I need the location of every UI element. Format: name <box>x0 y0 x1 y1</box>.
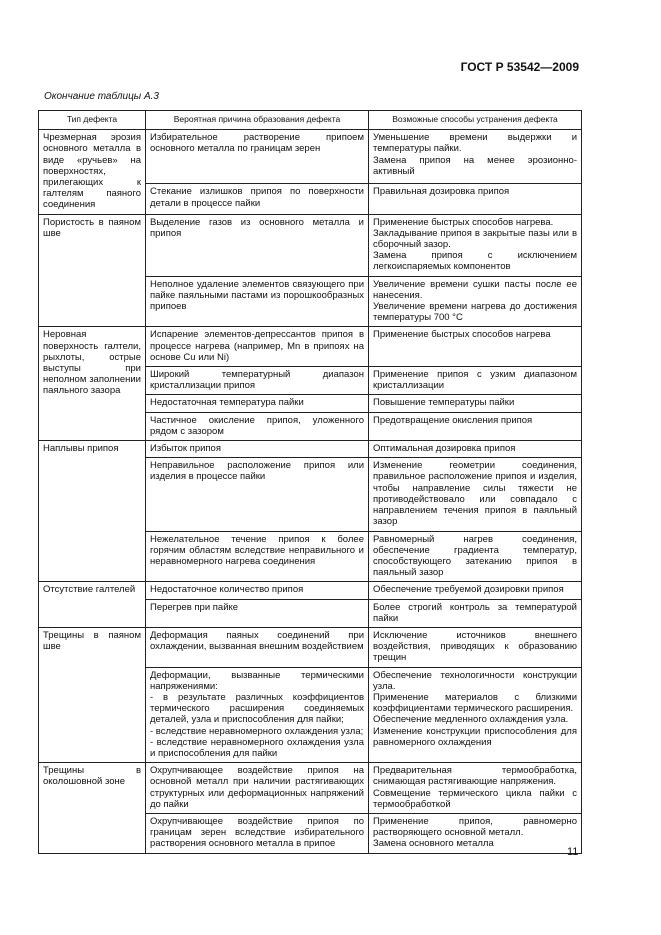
cause-cell <box>146 458 369 531</box>
cause-line: Выделение газов из основного металла и припоя <box>150 216 364 239</box>
remedy-line: Предотвращение окисления припоя <box>373 414 533 426</box>
cause-cell <box>146 214 369 276</box>
cause-line: Широкий температурный диапазон кристаллизации припоя <box>150 369 364 392</box>
cause-line: Нежелательное течение припоя к более горячим областям вследствие неправильного и неравномерного нагрева соединения <box>150 533 364 567</box>
remedy-line: Увеличение времени нагрева до достижения температуры 700 °С <box>373 301 577 324</box>
cause-line: Неполное удаление элементов связующего при пайке паяльными пастами из порошкообразных припоев <box>150 278 364 313</box>
cause-cell <box>146 763 369 814</box>
remedy-line: Исключение источников внешнего воздействия, приводящих к образованию трещин <box>373 629 577 664</box>
table-row <box>39 582 582 599</box>
remedy-cell <box>369 599 582 627</box>
cause-cell <box>146 367 369 395</box>
column-header-defect-type: Тип дефекта <box>39 111 146 130</box>
defect-type-cell: Трещины в околошовной зоне <box>39 763 146 853</box>
cause-cell <box>146 327 369 367</box>
cause-cell <box>146 531 369 582</box>
table-row <box>39 130 582 184</box>
remedy-line: Замена основного металла <box>373 838 494 850</box>
remedy-line: Изменение конструкции приспособления для равномерного охлаждения <box>373 725 577 748</box>
page-number: 11 <box>567 846 579 858</box>
remedy-line: Обеспечение медленного охлаждения узла. <box>373 714 569 726</box>
defect-type-cell: Пористость в паяном шве <box>39 214 146 327</box>
remedy-line: Увеличение времени сушки пасты после ее нанесения. <box>373 278 577 301</box>
remedy-line: Предварительная термообработка, снимающая растягивающие напряжения. <box>373 765 577 788</box>
defects-table <box>38 110 582 854</box>
cause-cell <box>146 276 369 327</box>
table-row <box>39 214 582 276</box>
cause-cell <box>146 184 369 214</box>
remedy-line: Применение припоя, равномерно растворяющего основной металл. <box>373 815 577 839</box>
table-row <box>39 763 582 814</box>
table-row <box>39 627 582 667</box>
cause-cell <box>146 395 369 412</box>
remedy-line: Обеспечение требуемой дозировки припоя <box>373 584 564 596</box>
cause-line: Деформации, вызванные термическими напряжениями: <box>150 669 364 692</box>
remedy-cell <box>369 327 582 367</box>
cause-line: Недостаточное количество припоя <box>150 584 304 596</box>
cause-cell <box>146 667 369 763</box>
remedy-line: Замена припоя на менее эрозионно-активный <box>373 154 577 177</box>
remedy-cell <box>369 130 582 184</box>
cause-line: Испарение элементов-депрессантов припоя в процессе нагрева (например, Mn в припоях на основе Cu или Ni) <box>150 329 364 363</box>
defect-type-cell: Неровная поверхность галтели, рыхлоты, острые выступы при неполном заполнении паяльного зазора <box>39 327 146 441</box>
cause-line: - в результате различных коэффициентов термического расширения соединяемых деталей, узла и приспособления для пайки; <box>150 691 364 726</box>
remedy-line: Повышение температуры пайки <box>373 397 515 409</box>
cause-cell <box>146 813 369 853</box>
cause-cell <box>146 130 369 184</box>
remedy-line: Более строгий контроль за температурой пайки <box>373 601 577 624</box>
remedy-cell <box>369 184 582 214</box>
cause-line: Избыток припоя <box>150 443 221 455</box>
remedy-cell <box>369 214 582 276</box>
remedy-line: Совмещение термического цикла пайки с термообработкой <box>373 787 577 810</box>
table-body <box>39 130 582 853</box>
remedy-line: Правильная дозировка припоя <box>373 186 510 198</box>
cause-line: Деформация паяных соединений при охлаждении, вызванная внешним воздействием <box>150 629 364 653</box>
remedy-line: Равномерный нагрев соединения, обеспечение градиента температур, способствующего затеканию припоя в паяльный зазор <box>373 533 577 579</box>
remedy-cell <box>369 395 582 412</box>
standard-number: ГОСТ Р 53542—2009 <box>460 60 579 74</box>
cause-line: Охрупчивающее воздействие припоя по границам зерен вследствие избирательного растворения основного металла в припое <box>150 815 364 850</box>
remedy-cell <box>369 367 582 395</box>
remedy-line: Изменение геометрии соединения, правильное расположение припоя и изделия, чтобы направление силы тяжести не противодействовало или совпадало с направлением течения припоя в паяльный зазор <box>373 460 577 528</box>
cause-line: Перегрев при пайке <box>150 601 239 613</box>
remedy-line: Замена припоя с исключением легкоиспаряемых компонентов <box>373 250 577 273</box>
table-row <box>39 327 582 367</box>
remedy-cell <box>369 412 582 440</box>
remedy-line: Применение быстрых способов нагрева <box>373 329 551 341</box>
cause-line: Избирательное растворение припоем основного металла по границам зерен <box>150 132 364 155</box>
remedy-line: Применение материалов с близкими коэффициентами термического расширения. <box>373 691 577 715</box>
defect-type-cell: Трещины в паяном шве <box>39 627 146 762</box>
table-row <box>39 441 582 458</box>
remedy-cell <box>369 763 582 814</box>
defect-type-cell: Чрезмерная эрозия основного металла в виде «ручьев» на поверхностях, прилегающих к галтелям паяного соединения <box>39 130 146 214</box>
cause-line: Охрупчивающее воздействие припоя на основной металл при наличии растягивающих структурных или деформационных напряжений до пайки <box>150 765 364 810</box>
cause-cell <box>146 441 369 458</box>
cause-line: Стекание излишков припоя по поверхности детали в процессе пайки <box>150 186 364 209</box>
column-header-remedy: Возможные способы устранения дефекта <box>369 111 582 130</box>
remedy-cell <box>369 627 582 667</box>
cause-cell <box>146 412 369 440</box>
remedy-line: Закладывание припоя в закрытые пазы или в сборочный зазор. <box>373 227 577 251</box>
remedy-line: Применение быстрых способов нагрева. <box>373 216 554 228</box>
remedy-cell <box>369 276 582 327</box>
remedy-cell <box>369 813 582 853</box>
defect-type-cell: Наплывы припоя <box>39 441 146 582</box>
table-caption: Окончание таблицы А.3 <box>44 91 159 102</box>
remedy-line: Уменьшение времени выдержки и температуры пайки. <box>373 132 577 155</box>
remedy-line: Применение припоя с узким диапазоном кристаллизации <box>373 369 577 392</box>
cause-line: Частичное окисление припоя, уложенного рядом с зазором <box>150 414 364 437</box>
cause-cell <box>146 599 369 627</box>
remedy-line: Оптимальная дозировка припоя <box>373 443 516 455</box>
remedy-line: Обеспечение технологичности конструкции узла. <box>373 669 577 692</box>
defect-type-cell: Отсутствие галтелей <box>39 582 146 628</box>
cause-line: Недостаточная температура пайки <box>150 397 304 409</box>
column-header-cause: Вероятная причина образования дефекта <box>146 111 369 130</box>
cause-cell <box>146 627 369 667</box>
table-header-row <box>39 111 582 130</box>
remedy-cell <box>369 531 582 582</box>
cause-line: Неправильное расположение припоя или изделия в процессе пайки <box>150 460 364 483</box>
cause-line: - вследствие неравномерного охлаждения узла и приспособления для пайки <box>150 736 364 759</box>
remedy-cell <box>369 582 582 599</box>
remedy-cell <box>369 667 582 763</box>
remedy-cell <box>369 458 582 531</box>
cause-line: - вследствие неравномерного охлаждения узла; <box>150 725 364 737</box>
remedy-cell <box>369 441 582 458</box>
cause-cell <box>146 582 369 599</box>
